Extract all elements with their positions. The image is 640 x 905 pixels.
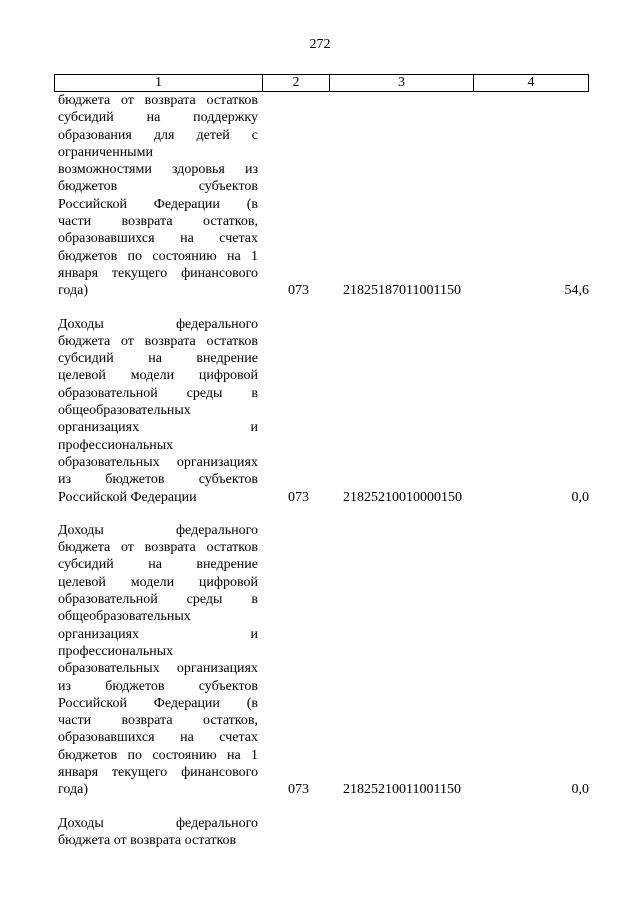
description-line: из бюджетов субъектов	[58, 678, 258, 694]
description-line: профессиональных	[58, 437, 174, 453]
description-line: ограниченными	[58, 144, 153, 160]
description-line: бюджета от возврата остатков	[58, 832, 237, 848]
description-line: года)	[58, 283, 88, 299]
admin-code: 073	[288, 782, 309, 798]
description-line: субсидий на внедрение	[58, 351, 258, 367]
description-line: бюджета от возврата остатков	[58, 333, 258, 349]
column-header-3: 3	[330, 75, 474, 91]
column-header-1: 1	[55, 75, 263, 91]
table-row	[0, 815, 640, 850]
table-header	[54, 74, 589, 92]
column-header-2: 2	[263, 75, 330, 91]
description-line: января текущего финансового	[58, 764, 258, 780]
description-line: Российской Федерации (в	[58, 695, 258, 711]
description-line: образовательных организациях	[58, 454, 258, 470]
page-number: 272	[309, 37, 331, 52]
description-line: образовательной среды в	[58, 385, 258, 401]
description-line: организациях и	[58, 420, 258, 436]
row-description	[58, 92, 258, 300]
description-line: части возврата остатков,	[58, 214, 258, 230]
description-line: части возврата остатков,	[58, 713, 258, 729]
description-line: бюджетов субъектов	[58, 179, 258, 195]
description-line: января текущего финансового	[58, 265, 258, 281]
description-line: бюджета от возврата остатков	[58, 540, 258, 556]
description-line: целевой модели цифровой	[58, 574, 258, 590]
column-header-4: 4	[527, 75, 535, 90]
description-line: Доходы федерального	[58, 316, 258, 332]
description-line: профессиональных	[58, 643, 174, 659]
description-line: Российской Федерации (в	[58, 196, 258, 212]
row-description	[58, 522, 258, 799]
description-line: образовательной среды в	[58, 592, 258, 608]
admin-code: 073	[288, 489, 309, 505]
description-line: организациях и	[58, 626, 258, 642]
amount-value: 0,0	[571, 782, 589, 798]
row-description	[58, 316, 258, 506]
description-line: образовавшихся на счетах	[58, 231, 258, 247]
description-line: общеобразовательных	[58, 403, 191, 419]
table-body	[0, 92, 640, 865]
budget-code: 21825187011001150	[343, 283, 461, 299]
description-line: образования для детей с	[58, 127, 258, 143]
table-row	[0, 522, 640, 799]
description-line: общеобразовательных	[58, 609, 191, 625]
description-line: Доходы федерального	[58, 815, 258, 831]
description-line: из бюджетов субъектов	[58, 472, 258, 488]
amount-value: 0,0	[571, 489, 589, 505]
description-line: бюджетов по состоянию на 1	[58, 747, 258, 763]
description-line: Российской Федерации	[58, 489, 197, 505]
description-line: возможностями здоровья из	[58, 162, 258, 178]
description-line: образовавшихся на счетах	[58, 730, 258, 746]
description-line: бюджетов по состоянию на 1	[58, 248, 258, 264]
amount-value: 54,6	[564, 283, 589, 299]
description-line: целевой модели цифровой	[58, 368, 258, 384]
description-line: года)	[58, 782, 88, 798]
description-line: Доходы федерального	[58, 522, 258, 538]
admin-code: 073	[288, 283, 309, 299]
description-line: субсидий на внедрение	[58, 557, 258, 573]
description-line: образовательных организациях	[58, 661, 258, 677]
table-row	[0, 316, 640, 506]
budget-code: 21825210010000150	[343, 489, 462, 505]
description-line: субсидий на поддержку	[58, 110, 258, 126]
table-row	[0, 92, 640, 300]
row-description	[58, 815, 258, 850]
description-line: бюджета от возврата остатков	[58, 93, 258, 108]
budget-code: 21825210011001150	[343, 782, 461, 798]
